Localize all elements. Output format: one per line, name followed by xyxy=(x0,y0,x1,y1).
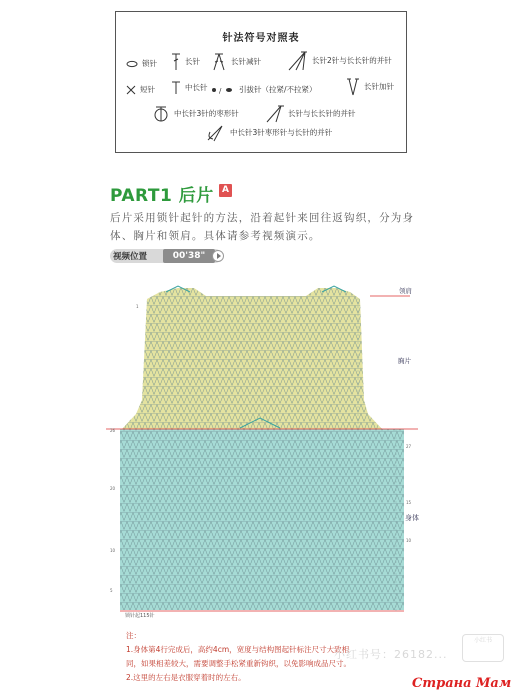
svg-text:27: 27 xyxy=(406,444,412,449)
watermark-logo: 小红书 xyxy=(462,634,504,662)
dc-increase-icon xyxy=(346,78,360,96)
hdc-puff-dc-icon xyxy=(204,124,226,142)
note-line: 1.身体第4行完成后，高约4cm，宽度与结构图起针标注尺寸大致相 xyxy=(126,645,350,654)
legend-item-puff-dc: 中长针3针枣形针与长针的并针 xyxy=(204,124,332,142)
svg-text:10: 10 xyxy=(406,538,412,543)
start-chain-label: 锁针起115针 xyxy=(125,613,155,619)
part-badge: A xyxy=(219,184,232,197)
svg-text:15: 15 xyxy=(406,500,412,505)
legend-item-hdc-puff: 中长针3针的枣形针 xyxy=(152,106,239,122)
dc2tog-icon xyxy=(211,53,227,71)
legend-item-dc-tr: 长针与长长针的并针 xyxy=(264,104,356,124)
dc-cluster-icon xyxy=(286,50,308,72)
stitch-legend xyxy=(115,11,407,153)
double-crochet-icon xyxy=(171,53,181,71)
hdc-puff-icon xyxy=(152,106,170,122)
watermark-text: 小红书号：26182... xyxy=(334,648,448,661)
legend-item-increase: 长针加针 xyxy=(346,78,394,96)
video-label: 视频位置 xyxy=(113,252,148,262)
part-description: 后片采用锁针起针的方法，沿着起针来回往返钩织，分为身体、胸片和领肩。具体请参考视频演示。 xyxy=(110,212,415,242)
chain-stitch-icon xyxy=(126,60,138,68)
legend-item-dc: 长针 xyxy=(171,53,200,71)
part-title: PART1 后片 xyxy=(110,186,214,206)
svg-text:/: / xyxy=(219,87,222,94)
play-icon[interactable] xyxy=(212,250,224,262)
svg-text:5: 5 xyxy=(110,588,113,593)
label-body: 身体 xyxy=(405,514,419,522)
label-neck: 领肩 xyxy=(399,287,412,295)
row-mark: 1 xyxy=(136,304,139,309)
crochet-chart xyxy=(100,278,424,628)
legend-item-hdc: 中长针 xyxy=(171,81,208,95)
video-time: 00'38" xyxy=(163,249,215,263)
note-line: 注： xyxy=(126,631,141,640)
svg-text:10: 10 xyxy=(110,548,116,553)
site-watermark: Страна Мам xyxy=(412,676,512,691)
single-crochet-icon xyxy=(126,85,136,95)
video-position[interactable] xyxy=(110,249,222,263)
dc-tr-join-icon xyxy=(264,104,284,124)
note-line: 2.这里的左右是衣服穿着时的左右。 xyxy=(126,673,246,682)
legend-item-cluster: 长针2针与长长针的并针 xyxy=(286,50,392,72)
row-mark: 26 xyxy=(110,428,116,433)
note-line: 同，如果相差较大，需要调整手松紧重新钩织，以免影响成品尺寸。 xyxy=(126,659,351,668)
label-chest: 胸片 xyxy=(398,357,411,365)
legend-item-slip: / 引拔针（拉紧/不拉紧） xyxy=(211,84,317,95)
legend-item-sc: 短针 xyxy=(126,84,155,95)
legend-item-chain: 锁针 xyxy=(126,58,157,69)
half-double-icon xyxy=(171,81,181,95)
legend-title: 针法符号对照表 xyxy=(222,33,300,44)
slip-stitch-icon xyxy=(211,86,235,94)
legend-item-dc2tog: 长针减针 xyxy=(211,53,261,71)
svg-text:20: 20 xyxy=(110,486,116,491)
